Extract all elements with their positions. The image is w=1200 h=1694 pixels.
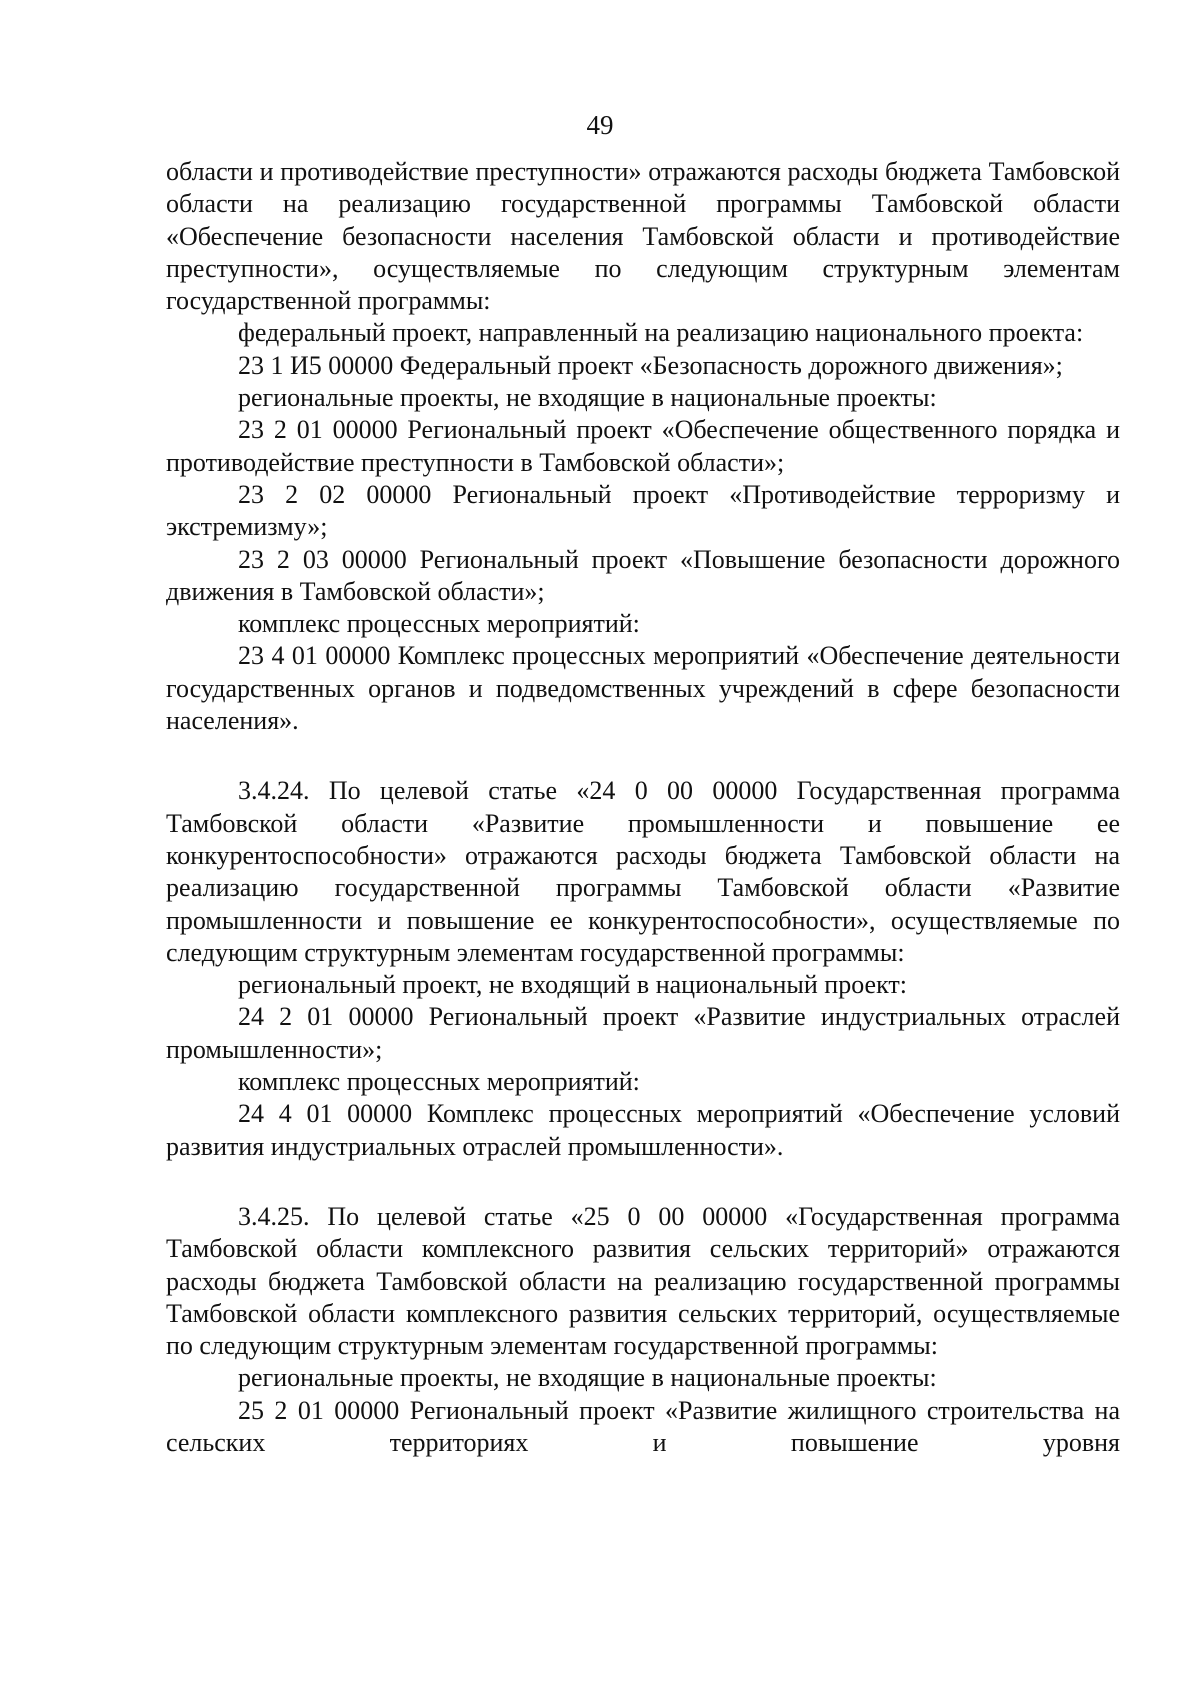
paragraph-24-2-01: 24 2 01 00000 Региональный проект «Развитие индустриальных отраслей промышленности»; bbox=[166, 1002, 1120, 1064]
paragraph-24-4-01: 24 4 01 00000 Комплекс процессных мероприятий «Обеспечение условий развития индустриальных отраслей промышленности». bbox=[166, 1099, 1120, 1161]
paragraph-23-4-01: 23 4 01 00000 Комплекс процессных мероприятий «Обеспечение деятельности государственных органов и подведомственных учреждений в сфере безопасности населения». bbox=[166, 641, 1120, 736]
paragraph-25-2-01: 25 2 01 00000 Региональный проект «Развитие жилищного строительства на сельских территориях и повышение уровня bbox=[166, 1395, 1120, 1457]
paragraph-federal-project-heading: федеральный проект, направленный на реализацию национального проекта: bbox=[238, 318, 1084, 348]
paragraph-gap bbox=[166, 1163, 1120, 1201]
document-body bbox=[166, 156, 1120, 1459]
page-number: 49 bbox=[586, 110, 614, 140]
paragraph-23-2-01: 23 2 01 00000 Региональный проект «Обеспечение общественного порядка и противодействие преступности в Тамбовской области»; bbox=[166, 415, 1120, 477]
paragraph-process-complex-heading-2: комплекс процессных мероприятий: bbox=[238, 1067, 640, 1097]
paragraph-section-3-4-25: 3.4.25. По целевой статье «25 0 00 00000 «Государственная программа Тамбовской области комплексного развития сельских территорий» отражаются расходы бюджета Тамбовской области на реализацию государственной программы Тамбовской области комплексного развития сельских территорий, осуществляемые по следующим структурным элементам государственной программы: bbox=[166, 1201, 1120, 1361]
paragraph-regional-projects-heading-2: региональные проекты, не входящие в национальные проекты: bbox=[238, 1363, 937, 1393]
paragraph-regional-projects-heading: региональные проекты, не входящие в национальные проекты: bbox=[238, 383, 937, 413]
paragraph-continuation: области и противодействие преступности» отражаются расходы бюджета Тамбовской области на реализацию государственной программы Тамбовской области «Обеспечение безопасности населения Тамбовской области и противодействие преступности», осуществляемые по следующим структурным элементам государственной программы: bbox=[166, 157, 1120, 316]
paragraph-23-2-02: 23 2 02 00000 Региональный проект «Противодействие терроризму и экстремизму»; bbox=[166, 479, 1120, 542]
paragraph-regional-project-heading: региональный проект, не входящий в национальный проект: bbox=[238, 970, 907, 1000]
paragraph-section-3-4-24: 3.4.24. По целевой статье «24 0 00 00000 Государственная программа Тамбовской области «Развитие промышленности и повышение ее конкурентоспособности» отражаются расходы бюджета Тамбовской области на реализацию государственной программы Тамбовской области «Развитие промышленности и повышение ее конкурентоспособности», осуществляемые по следующим структурным элементам государственной программы: bbox=[166, 776, 1120, 967]
paragraph-gap bbox=[166, 737, 1120, 775]
paragraph-23-1-i5: 23 1 И5 00000 Федеральный проект «Безопасность дорожного движения»; bbox=[238, 350, 1063, 380]
paragraph-23-2-03: 23 2 03 00000 Региональный проект «Повышение безопасности дорожного движения в Тамбовской области»; bbox=[166, 544, 1120, 606]
paragraph-process-complex-heading: комплекс процессных мероприятий: bbox=[238, 609, 640, 639]
